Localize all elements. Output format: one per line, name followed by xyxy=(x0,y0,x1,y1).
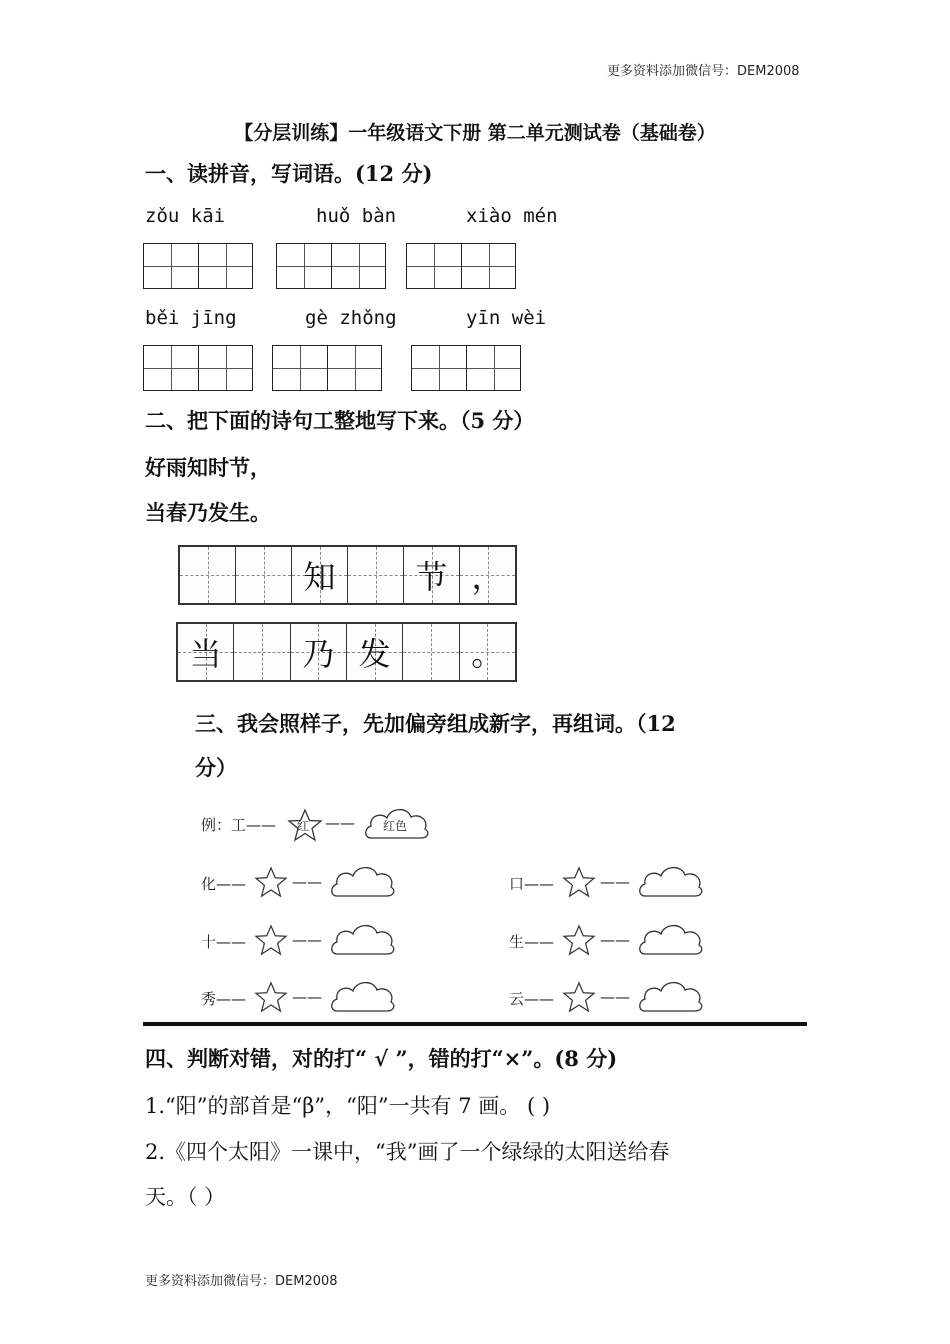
pinyin-4: běi jīng xyxy=(145,307,237,329)
dash: —— xyxy=(600,988,630,1006)
grid-cell[interactable]: 。 xyxy=(460,624,515,680)
grid-cell[interactable] xyxy=(403,624,459,680)
cloud-icon[interactable] xyxy=(637,862,705,900)
question-2-line1: 2.《四个太阳》一课中，“我”画了一个绿绿的太阳送给春 xyxy=(145,1140,670,1164)
star-icon[interactable] xyxy=(254,924,288,956)
grid-cell[interactable] xyxy=(348,547,404,603)
dash: —— xyxy=(292,988,322,1006)
section3-heading-line2: 分） xyxy=(195,755,237,780)
left-char-3: 秀—— xyxy=(201,990,247,1008)
poem-grid-row-1[interactable] xyxy=(178,545,517,605)
pinyin-1: zǒu kāi xyxy=(145,205,226,227)
cloud-icon[interactable] xyxy=(329,862,397,900)
grid-cell[interactable]: ， xyxy=(460,547,515,603)
grid-cell[interactable] xyxy=(234,624,290,680)
writing-box[interactable] xyxy=(143,243,253,289)
section3-heading-line1: 三、我会照样子，先加偏旁组成新字，再组词。（12 xyxy=(195,711,676,736)
poem-line-2: 当春乃发生。 xyxy=(145,500,271,525)
cloud-icon[interactable] xyxy=(637,920,705,958)
grid-cell[interactable]: 发 xyxy=(347,624,403,680)
star-icon[interactable] xyxy=(562,924,596,956)
dash: —— xyxy=(292,873,322,891)
pinyin-3: xiào mén xyxy=(466,205,558,227)
section2-heading: 二、把下面的诗句工整地写下来。（5 分） xyxy=(145,408,535,433)
footer-note: 更多资料添加微信号：DEM2008 xyxy=(145,1274,338,1289)
star-icon[interactable] xyxy=(254,866,288,898)
grid-cell[interactable] xyxy=(180,547,236,603)
header-note: 更多资料添加微信号：DEM2008 xyxy=(607,64,800,79)
question-2-line2: 天。（ ） xyxy=(145,1185,226,1209)
writing-box[interactable] xyxy=(276,243,386,289)
question-1: 1.“阳”的部首是“β”，“阳”一共有 7 画。 ( ) xyxy=(145,1094,551,1118)
page-title: 【分层训练】一年级语文下册 第二单元测试卷（基础卷） xyxy=(234,122,716,144)
section4-heading: 四、判断对错，对的打“ √ ”，错的打“×”。(8 分) xyxy=(145,1046,618,1071)
cloud-icon[interactable] xyxy=(329,920,397,958)
poem-grid-row-2[interactable] xyxy=(176,622,517,682)
example-label: 例：工—— xyxy=(201,816,277,834)
example-star-text: 红 xyxy=(297,819,310,833)
star-icon xyxy=(287,808,323,842)
grid-cell[interactable]: 乃 xyxy=(291,624,347,680)
left-char-1: 化—— xyxy=(201,875,247,893)
dash: —— xyxy=(600,931,630,949)
dash: —— xyxy=(600,873,630,891)
section1-heading: 一、读拼音，写词语。(12 分) xyxy=(145,161,433,186)
pinyin-2: huǒ bàn xyxy=(316,205,397,227)
cloud-icon[interactable] xyxy=(329,977,397,1015)
star-icon[interactable] xyxy=(254,981,288,1013)
star-icon[interactable] xyxy=(562,981,596,1013)
left-char-2: 十—— xyxy=(201,933,247,951)
grid-cell[interactable]: 知 xyxy=(292,547,348,603)
section-divider xyxy=(143,1022,807,1026)
star-icon[interactable] xyxy=(562,866,596,898)
poem-line-1: 好雨知时节， xyxy=(145,455,271,480)
grid-cell[interactable]: 节 xyxy=(404,547,460,603)
writing-box[interactable] xyxy=(406,243,516,289)
example-cloud-text: 红色 xyxy=(383,819,408,833)
right-char-1: 口—— xyxy=(509,875,555,893)
right-char-2: 生—— xyxy=(509,933,555,951)
cloud-icon xyxy=(363,804,431,842)
pinyin-6: yīn wèi xyxy=(466,307,547,329)
pinyin-5: gè zhǒng xyxy=(305,307,397,329)
writing-box[interactable] xyxy=(411,345,521,391)
writing-box[interactable] xyxy=(272,345,382,391)
grid-cell[interactable] xyxy=(236,547,292,603)
grid-cell[interactable]: 当 xyxy=(178,624,234,680)
dash: —— xyxy=(325,814,355,832)
cloud-icon[interactable] xyxy=(637,977,705,1015)
writing-box[interactable] xyxy=(143,345,253,391)
right-char-3: 云—— xyxy=(509,990,555,1008)
dash: —— xyxy=(292,931,322,949)
